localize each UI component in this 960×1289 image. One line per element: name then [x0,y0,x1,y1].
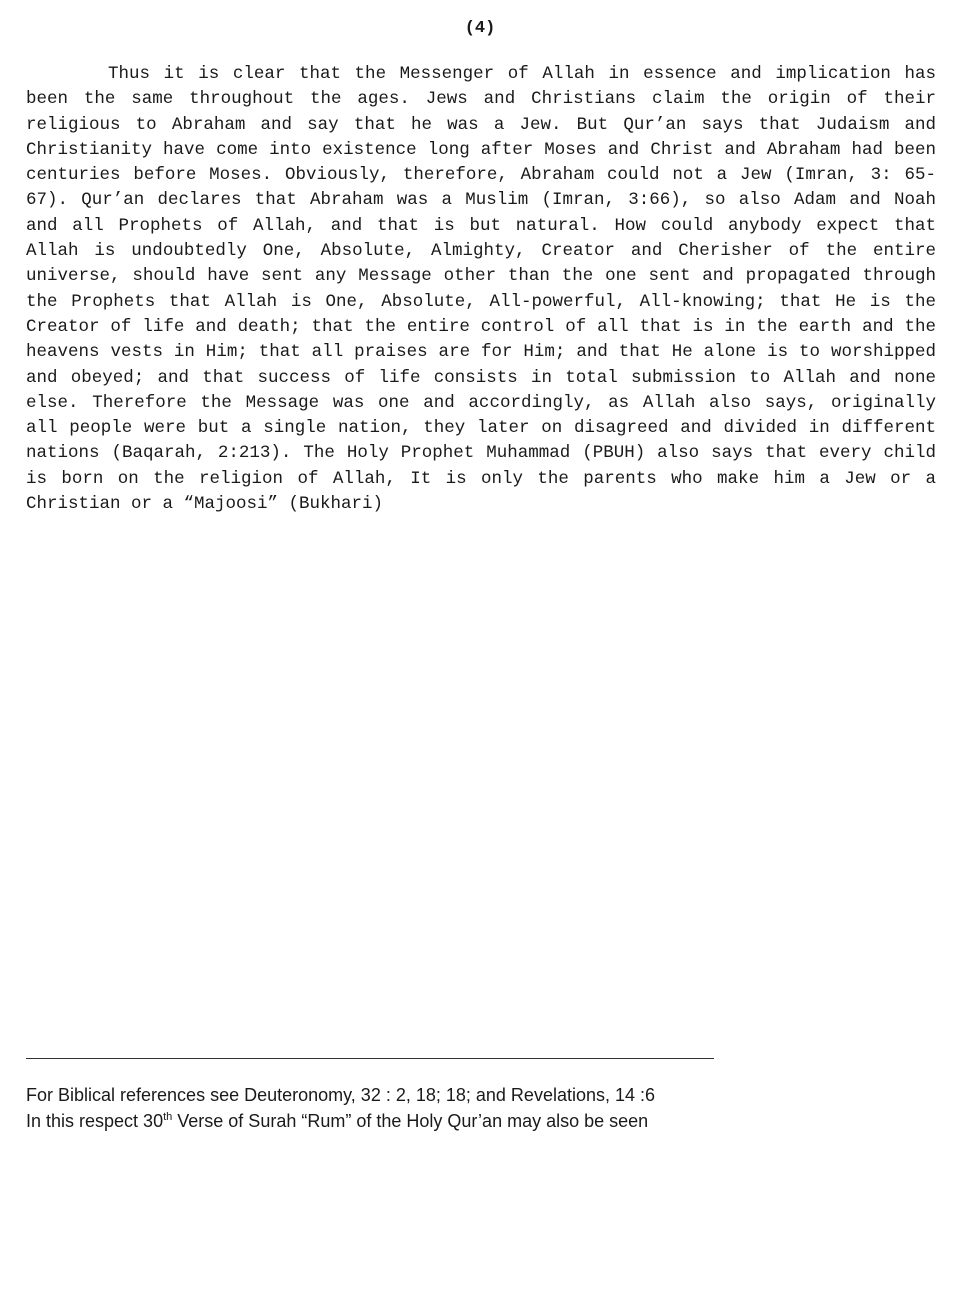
footnote-surah-rum-prefix: In this respect 30 [26,1111,164,1131]
footnote-ordinal-superscript: th [163,1111,173,1123]
footnote-surah-rum [26,1108,926,1134]
footnotes [26,1082,926,1134]
footnote-divider [26,1058,714,1059]
body-paragraph: Thus it is clear that the Messenger of Allah in essence and implication has been the same throughout the ages. Jews and Christians claim the origin of their religious to Abraham and say that he was a Jew. But Qur’an says that Judaism and Christianity have come into existence long after Moses and Christ and Abraham had been centuries before Moses. Obviously, therefore, Abraham could not a Jew (Imran, 3: 65-67). Qur’an declares that Abraham was a Muslim (Imran, 3:66), so also Adam and Noah and all Prophets of Allah, and that is but natural. How could anybody expect that Allah is undoubtedly One, Absolute, Almighty, Creator and Cherisher of the entire universe, should have sent any Message other than the one sent and propagated through the Prophets that Allah is One, Absolute, All-powerful, All-knowing; that He is the Creator of life and death; that the entire control of all that is in the earth and the heavens vests in Him; that all praises are for Him; and that He alone is to worshipped and obeyed; and that success of life consists in total submission to Allah and none else. Therefore the Message was one and accordingly, as Allah also says, originally all people were but a single nation, they later on disagreed and divided in different nations (Baqarah, 2:213). The Holy Prophet Muhammad (PBUH) also says that every child is born on the religion of Allah, It is only the parents who make him a Jew or a Christian or a “Majoosi” (Bukhari) [26,64,936,515]
page-number: (4) [464,19,496,38]
footnote-biblical-references: For Biblical references see Deuteronomy, 32 : 2, 18; 18; and Revelations, 14 :6 [26,1085,656,1105]
footnote-surah-rum-suffix: Verse of Surah “Rum” of the Holy Qur’an may also be seen [172,1111,649,1131]
